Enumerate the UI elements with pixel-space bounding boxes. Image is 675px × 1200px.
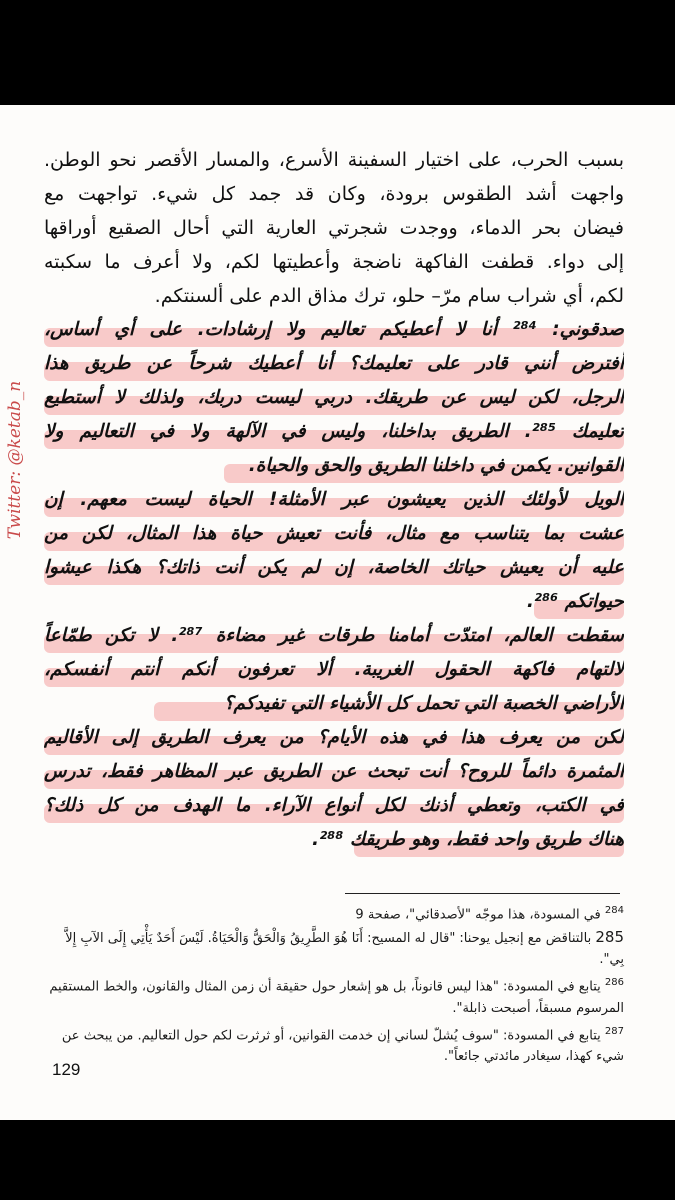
text-line-content: هناك طريق واحد فقط، وهو طريقك ²⁸⁸. (312, 829, 624, 850)
text-line-content: حيواتكم ²⁸⁶. (526, 591, 624, 612)
footnote (44, 927, 624, 970)
text-line (44, 585, 624, 619)
footnote-number: 285 (595, 928, 624, 947)
page-number: 129 (52, 1060, 81, 1079)
text-line (44, 313, 624, 347)
text-line (44, 211, 624, 245)
footnote-number: 284 (604, 905, 624, 916)
footnote-text: يتابع في المسودة: "هذا ليس قانوناً، بل هو إشعار حول حقيقة أن زمن المثال والقانون، والخط المستقيم المرسوم مسبقاً، أصبحت ذابلة". (49, 979, 624, 1016)
text-line (44, 789, 624, 823)
text-line-content: في الكتب، وتعطي أذنك لكل أنواع الآراء. ما الهدف من كل ذلك؟ (44, 795, 624, 816)
text-line-content: الويل لأولئك الذين يعيشون عبر الأمثلة! الحياة ليست معهم. إن (44, 489, 624, 510)
footnote-text: في المسودة، هذا موجّه "لأصدقائي"، صفحة 9 (355, 907, 601, 923)
footnote (44, 900, 624, 925)
text-line (44, 381, 624, 415)
text-line-content: واجهت أشد الطقوس برودة، وكان قد جمد كل شيء. تواجهت مع (44, 183, 624, 205)
body-text (44, 143, 624, 857)
text-line (44, 687, 624, 721)
footnote-number: 286 (604, 977, 624, 989)
text-line-content: سقطت العالم، امتدّت أمامنا طرقات غير مضاءة ²⁸⁷. لا تكن طمّاعاً (44, 625, 624, 646)
text-line-content: صدقوني: ²⁸⁴ أنا لا أعطيكم تعاليم ولا إرشادات. على أي أساس، (44, 319, 624, 340)
text-line (44, 279, 624, 313)
text-line-content: لالتهام فاكهة الحقول الغريبة. ألا تعرفون أنكم أنتم أنفسكم، (44, 659, 624, 680)
text-line-content: الأراضي الخصبة التي تحمل كل الأشياء التي تفيدكم؟ (223, 693, 624, 714)
book-page (0, 105, 675, 1120)
text-line (44, 143, 624, 177)
text-line (44, 653, 624, 687)
text-line-content: القوانين. يكمن في داخلنا الطريق والحق والحياة. (248, 455, 624, 476)
text-line (44, 551, 624, 585)
text-line-content: فيضان بحر الدماء، ووجدت شجرتي العارية التي أحال الصقيع أوراقها (44, 217, 624, 239)
footnote (44, 1021, 624, 1067)
footnote-text: يتابع في المسودة: "سوف يُشلّ لساني إن خدمت القوانين، أو ثرثرت لكم حول التعاليم. من يبحث عن شيء كهذا، سيغادر مائدتي جائعاً". (61, 1027, 624, 1064)
text-line-content: لكم، أي شراب سام مرّ– حلو، ترك مذاق الدم على ألسنتكم. (154, 285, 624, 307)
text-line (44, 619, 624, 653)
text-line-content: الرجل، لكن ليس عن طريقك. دربي ليست دربك، ولذلك لا أستطيع (44, 387, 624, 408)
footnote-number: 287 (604, 1025, 624, 1037)
text-line (44, 483, 624, 517)
text-line-content: عليه أن يعيش حياتك الخاصة، إن لم يكن أنت ذاتك؟ هكذا عيشوا (44, 557, 624, 578)
text-line (44, 721, 624, 755)
text-line (44, 517, 624, 551)
watermark-text: Twitter: @ketab_n (5, 380, 25, 540)
text-line-content: المثمرة دائماً للروح؟ أنت تبحث عن الطريق عبر المظاهر فقط، تدرس (44, 761, 624, 782)
footnote (44, 972, 624, 1018)
text-line-content: أفترض أنني قادر على تعليمك؟ أنا أعطيك شرحاً عن طريق هذا (44, 353, 624, 374)
text-line-content: عشت بما يتناسب مع مثال، فأنت تعيش حياة هذا المثال، لكن من (44, 523, 624, 544)
text-line (44, 415, 624, 449)
footnotes (44, 900, 624, 1069)
watermark (2, 100, 28, 820)
text-line (44, 347, 624, 381)
footnote-divider (345, 893, 620, 894)
text-line-content: لكن من يعرف هذا في هذه الأيام؟ من يعرف الطريق إلى الأقاليم (44, 727, 624, 748)
text-line-content: بسبب الحرب، على اختيار السفينة الأسرع، والمسار الأقصر نحو الوطن. (44, 149, 624, 171)
text-line (44, 177, 624, 211)
footnote-text: بالتناقض مع إنجيل يوحنا: "قال له المسيح: أَنَا هُوَ الطَّرِيقُ وَالْحَقُّ وَالْحَيَاةُ. لَيْسَ أَحَدٌ يَأْتِي إِلَى الآبِ إِلاَّ بِي". (65, 931, 624, 968)
text-line-content: تعليمك ²⁸⁵. الطريق بداخلنا، وليس في الآلهة ولا في التعاليم ولا (44, 421, 624, 442)
text-line (44, 755, 624, 789)
text-line-content: إلى دواء. قطفت الفاكهة ناضجة وأعطيتها لكم، ولا أعرف ما سكبته (44, 251, 624, 273)
text-line (44, 245, 624, 279)
text-line (44, 449, 624, 483)
text-line (44, 823, 624, 857)
